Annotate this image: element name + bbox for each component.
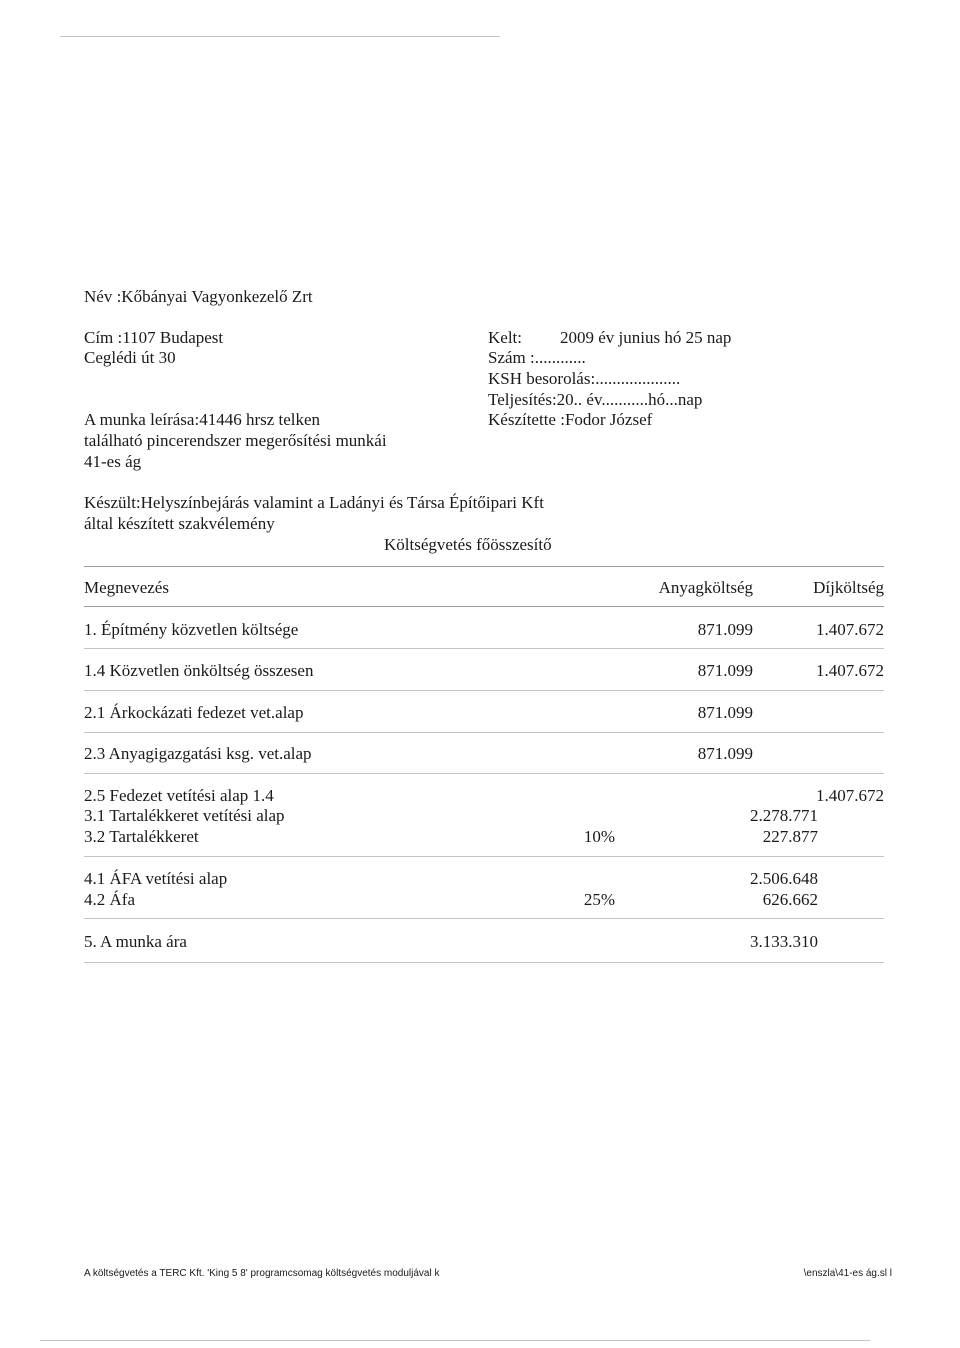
total-rule — [84, 962, 884, 963]
number-field: Szám :............ — [488, 348, 586, 367]
row-label: 1.4 Közvetlen önköltség összesen — [84, 661, 314, 680]
summary-value-total: 3.133.310 — [750, 932, 818, 951]
summary-value: 2.506.648 — [750, 869, 818, 888]
summary-label: 3.1 Tartalékkeret vetítési alap — [84, 806, 285, 825]
owner-name: Név :Kőbányai Vagyonkezelő Zrt — [84, 287, 313, 306]
row-label: 1. Építmény közvetlen költsége — [84, 620, 299, 639]
work-description-line-1: A munka leírása:41446 hrsz telken — [84, 410, 321, 429]
row-fee: 1.407.672 — [816, 661, 884, 680]
scan-top-edge-line — [60, 36, 500, 37]
ksh-classification: KSH besorolás:.................... — [488, 369, 681, 388]
basis-line-2: által készített szakvélemény — [84, 514, 275, 533]
row-material: 871.099 — [697, 620, 753, 639]
row-material: 871.099 — [697, 744, 753, 763]
row-fee: 1.407.672 — [816, 620, 884, 639]
address-line-1: Cím :1107 Budapest — [84, 328, 224, 347]
row-rule — [84, 648, 884, 649]
summary-label: 2.5 Fedezet vetítési alap 1.4 — [84, 786, 274, 805]
column-header-name: Megnevezés — [84, 578, 169, 597]
row-label: 2.3 Anyagigazgatási ksg. vet.alap — [84, 744, 312, 763]
summary-value: 227.877 — [762, 827, 818, 846]
footer-software-note: A költségvetés a TERC Kft. 'King 5 8' programcsomag költségvetés moduljával k — [84, 1268, 440, 1279]
work-description-line-3: 41-es ág — [84, 452, 142, 471]
scan-bottom-edge-line — [40, 1340, 870, 1341]
summary-value: 626.662 — [762, 890, 818, 909]
summary-value: 2.278.771 — [750, 806, 818, 825]
summary-label: 4.2 Áfa — [84, 890, 135, 909]
summary-rule — [84, 856, 884, 857]
row-material: 871.099 — [697, 661, 753, 680]
title-rule — [84, 566, 884, 567]
summary-label: 4.1 ÁFA vetítési alap — [84, 869, 228, 888]
header-rule — [84, 606, 884, 607]
row-label: 2.1 Árkockázati fedezet vet.alap — [84, 703, 304, 722]
summary-label: 3.2 Tartalékkeret — [84, 827, 199, 846]
row-material: 871.099 — [697, 703, 753, 722]
summary-percent: 10% — [583, 827, 615, 846]
column-header-material: Anyagköltség — [658, 578, 753, 597]
summary-label-total: 5. A munka ára — [84, 932, 187, 951]
prepared-by: Készítette :Fodor József — [488, 410, 653, 429]
completion-date: Teljesítés:20.. év...........hó...nap — [488, 390, 703, 409]
column-header-fee: Díjköltség — [813, 578, 884, 597]
summary-rule — [84, 918, 884, 919]
date-label: Kelt: — [488, 328, 522, 347]
table-title: Költségvetés főösszesítő — [384, 535, 552, 554]
row-rule — [84, 732, 884, 733]
row-rule — [84, 773, 884, 774]
address-line-2: Ceglédi út 30 — [84, 348, 176, 367]
row-rule — [84, 690, 884, 691]
footer-file-path: \enszla\41-es ág.sl l — [803, 1268, 892, 1279]
basis-line-1: Készült:Helyszínbejárás valamint a Ladányi és Társa Építőipari Kft — [84, 493, 544, 512]
date-value: 2009 év junius hó 25 nap — [560, 328, 732, 347]
summary-percent: 25% — [583, 890, 615, 909]
work-description-line-2: található pincerendszer megerősítési munkái — [84, 431, 387, 450]
summary-value: 1.407.672 — [816, 786, 884, 805]
